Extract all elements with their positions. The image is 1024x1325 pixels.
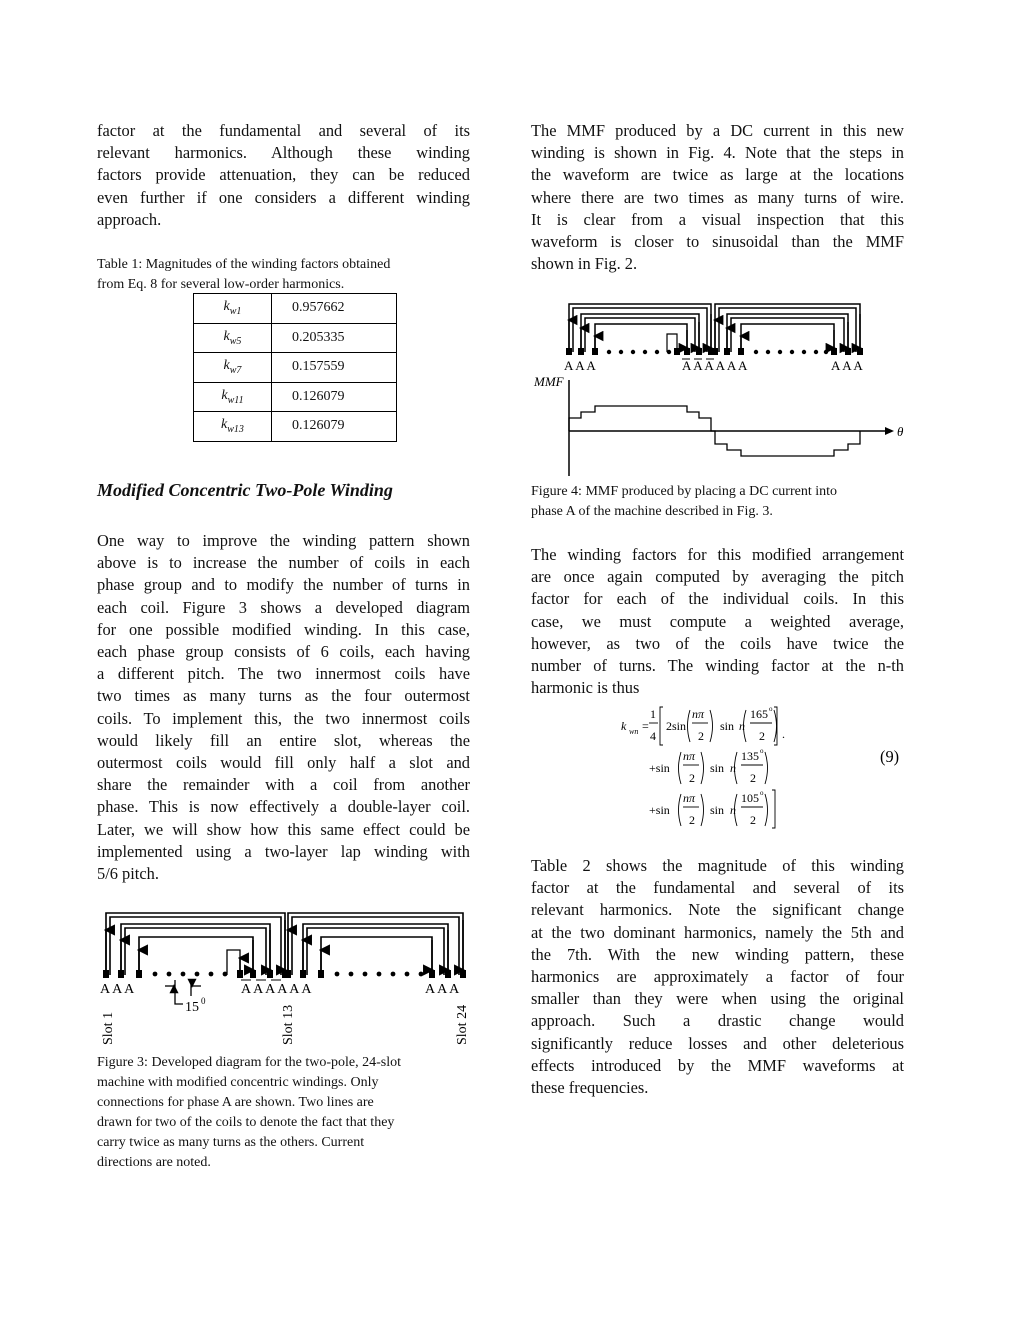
figure-3-caption (97, 1053, 401, 1173)
text-line: above is to increase the number of coils in each (97, 553, 470, 573)
theta-axis-label: θ (897, 424, 904, 439)
eq-plus-sin: +sin (649, 803, 670, 817)
eq-angle: 165 (750, 707, 768, 721)
caption-line: from Eq. 8 for several low-order harmonics. (97, 277, 345, 292)
text-line: each coil. Figure 3 shows a developed diagram (97, 597, 470, 617)
text-line: harmonic is thus (531, 678, 640, 698)
table-cell-symbol: $k_{w7}$ (194, 353, 272, 383)
text-line: factor for each of the individual coils. In this (531, 589, 904, 609)
eq-lhs: k (621, 719, 627, 733)
figure-4-mmf-diagram (530, 300, 910, 478)
text-line: factors provide attenuation, they can be reduced (97, 165, 470, 185)
caption-line: Table 1: Magnitudes of the winding factors obtained (97, 257, 391, 272)
angle-label: 15 (185, 1000, 199, 1015)
left-body-paragraph (97, 530, 470, 885)
text-line: waveform is closer to sinusoidal than the MMF (531, 232, 904, 252)
text-line: It is clear from a visual inspection that this (531, 209, 904, 229)
text-line: the waveform are twice as large at the locations (531, 165, 904, 185)
phase-labels-right: A A A (425, 982, 460, 997)
phase-labels-middle: A A A A A A (241, 982, 312, 997)
text-line: case, we must compute a weighted average, (531, 611, 904, 631)
right-winding-paragraph (531, 544, 904, 699)
theta-axis-arrow-icon (885, 427, 894, 435)
table-row (194, 353, 397, 383)
eq-two: 2 (759, 729, 765, 743)
right-table2-paragraph (531, 855, 904, 1099)
text-line: significantly reduce losses and other deleterious (531, 1033, 904, 1053)
text-line: phase group and to modify the number of turns in (97, 575, 470, 595)
text-line: winding is shown in Fig. 4. Note that the steps in (531, 143, 904, 163)
text-line: share the remainder with a coil from another (97, 775, 470, 795)
phase-labels-right: A A A (831, 358, 863, 373)
table-cell-symbol: $k_{w5}$ (194, 323, 272, 353)
text-line: phase. This is now effectively a double-layer coil. (97, 797, 470, 817)
mmf-axis-label: MMF (534, 374, 564, 389)
text-line: factor at the fundamental and several of its (97, 121, 470, 140)
text-line: The MMF produced by a DC current in this new (531, 121, 904, 140)
table-cell-value: 0.205335 (272, 323, 397, 353)
angle-degree-sup: 0 (201, 996, 206, 1006)
caption-line: phase A of the machine described in Fig. 3. (531, 504, 773, 519)
table-cell-symbol: $k_{w13}$ (194, 412, 272, 442)
caption-line: carry twice as many turns as the others. Current (97, 1135, 365, 1150)
text-line: a different pitch. The two innermost coils have (97, 664, 470, 684)
table-cell-value: 0.157559 (272, 353, 397, 383)
text-line: where there are two times as many turns of wire. (531, 187, 904, 207)
text-line: number of turns. The winding factor at the n-th (531, 656, 904, 676)
eq-degree: o (760, 747, 764, 755)
text-line: One way to improve the winding pattern shown (97, 531, 470, 550)
text-line: harmonics are approximately a factor of four (531, 967, 904, 987)
table-cell-value: 0.957662 (272, 294, 397, 324)
svg-text:=: = (642, 719, 649, 733)
table-row (194, 323, 397, 353)
eq-two-sin: 2sin (666, 719, 687, 733)
eq-npi: nπ (692, 707, 705, 721)
eq-degree: o (760, 789, 764, 797)
right-intro-paragraph (531, 120, 904, 275)
table-cell-value: 0.126079 (272, 412, 397, 442)
text-line: each phase group consists of 6 coils, each having (97, 642, 470, 662)
figure-3-winding-diagram (95, 900, 475, 1050)
phase-labels-left: A A A (564, 358, 596, 373)
eq-two: 2 (698, 729, 704, 743)
text-line: for one possible modified winding. In this case, (97, 619, 470, 639)
eq-sin: sin (710, 761, 725, 775)
equation-number: (9) (880, 747, 900, 766)
slot-label: Slot 24 (455, 1004, 470, 1045)
slot-label: Slot 13 (281, 1004, 296, 1045)
section-heading: Modified Concentric Two-Pole Winding (97, 480, 393, 500)
eq-two: 2 (750, 813, 756, 827)
text-line: the 7th. With the new winding pattern, these (531, 944, 904, 964)
text-line: approach. Such a drastic change would (531, 1011, 904, 1031)
text-line: factor at the fundamental and several of its (531, 878, 904, 898)
eq-angle: 105 (741, 791, 759, 805)
text-line: Table 2 shows the magnitude of this winding (531, 856, 904, 875)
caption-line: Figure 4: MMF produced by placing a DC current into (531, 484, 838, 499)
table1-caption (97, 255, 390, 295)
table-row (194, 294, 397, 324)
eq-n: n (730, 761, 736, 775)
text-line: The winding factors for this modified arrangement (531, 545, 904, 564)
eq-two: 2 (750, 771, 756, 785)
text-line: effects introduced by the MMF waveforms at (531, 1055, 904, 1075)
eq-degree: o (769, 705, 773, 713)
eq-two: 2 (689, 771, 695, 785)
text-line: are once again computed by averaging the pitch (531, 567, 904, 587)
caption-line: machine with modified concentric windings. Only (97, 1075, 379, 1090)
svg-text:.: . (782, 727, 785, 741)
table-cell-symbol: $k_{w11}$ (194, 382, 272, 412)
text-line: Later, we will show how this same effect could be (97, 819, 470, 839)
eq-one: 1 (650, 707, 656, 721)
left-intro-paragraph (97, 120, 470, 231)
caption-line: connections for phase A are shown. Two lines are (97, 1095, 374, 1110)
phase-labels-middle: A A A A A A (682, 358, 748, 373)
eq-four: 4 (650, 729, 656, 743)
text-line: implemented using a two-layer lap winding with (97, 841, 470, 861)
text-line: relevant harmonics. Note the significant change (531, 900, 904, 920)
table-row (194, 382, 397, 412)
text-line: approach. (97, 209, 162, 229)
text-line: smaller than they were when using the original (531, 989, 904, 1009)
eq-sin: sin (710, 803, 725, 817)
caption-line: Figure 3: Developed diagram for the two-pole, 24-slot (97, 1055, 402, 1070)
text-line: outermost coils would fill only half a slot and (97, 753, 470, 773)
eq-plus-sin: +sin (649, 761, 670, 775)
eq-n: n (730, 803, 736, 817)
eq-npi: nπ (683, 791, 696, 805)
slot-label: Slot 1 (101, 1011, 116, 1045)
table-row (194, 412, 397, 442)
equation-9 (612, 700, 912, 834)
winding-factor-table (193, 293, 397, 442)
eq-n: n (739, 719, 745, 733)
phase-labels-left: A A A (100, 982, 135, 997)
caption-line: drawn for two of the coils to denote the fact that they (97, 1115, 395, 1130)
text-line: even further if one considers a different winding (97, 187, 470, 207)
eq-lhs-sub: wn (629, 727, 639, 736)
text-line: however, as two of the coils have twice the (531, 633, 904, 653)
eq-two: 2 (689, 813, 695, 827)
eq-angle: 135 (741, 749, 759, 763)
text-line: 5/6 pitch. (97, 864, 159, 884)
table-cell-value: 0.126079 (272, 382, 397, 412)
caption-line: directions are noted. (97, 1155, 211, 1170)
text-line: relevant harmonics. Although these winding (97, 143, 470, 163)
eq-npi: nπ (683, 749, 696, 763)
text-line: coils. To implement this, the two innermost coils (97, 708, 470, 728)
table-cell-symbol: $k_{w1}$ (194, 294, 272, 324)
text-line: would likely fill an entire slot, whereas the (97, 730, 470, 750)
text-line: shown in Fig. 2. (531, 254, 638, 274)
eq-sin: sin (720, 719, 735, 733)
text-line: these frequencies. (531, 1078, 649, 1098)
text-line: at the two dominant harmonics, namely the 5th and (531, 922, 904, 942)
text-line: two times as many turns as the four outermost (97, 686, 470, 706)
figure-4-caption (531, 482, 837, 522)
